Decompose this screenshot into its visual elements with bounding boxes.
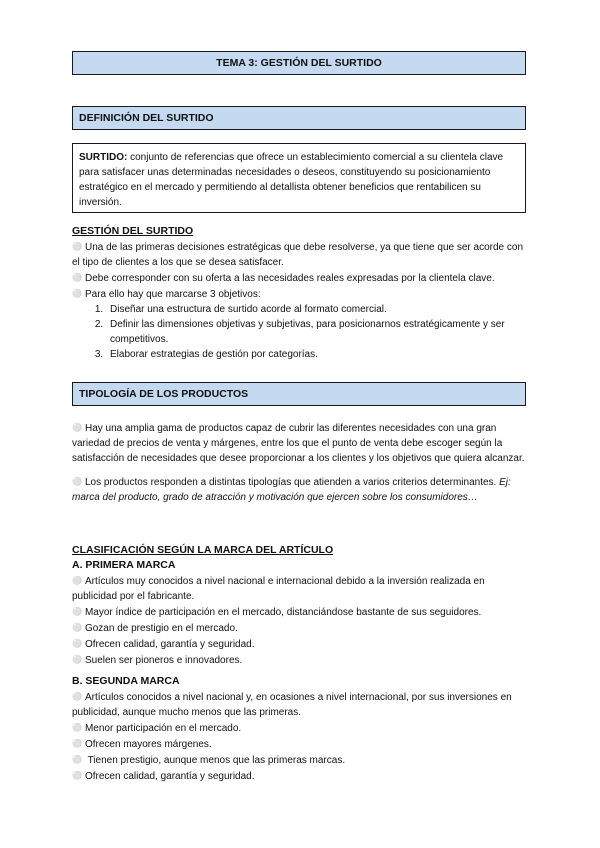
primera-marca-bullet: ⚪ Artículos muy conocidos a nivel nacional e internacional debido a la inversión realizada en publicidad por el fabricante. [72, 576, 485, 602]
tipologia-header: TIPOLOGÍA DE LOS PRODUCTOS [79, 388, 249, 400]
bullet-icon: ⚪ [72, 289, 82, 298]
gestion-section [72, 224, 532, 362]
tipologia-paragraph: ⚪ Hay una amplia gama de productos capaz de cubrir las diferentes necesidades con una gran variedad de precios de venta y márgenes, entre los que el punto de venta debe escoger según la satisfacción de necesidades que desee proporcionar a los clientes y los objetivos que quiera alcanzar. [72, 423, 525, 464]
bullet-icon: ⚪ [72, 477, 82, 486]
bullet-icon: ⚪ [72, 607, 82, 616]
definicion-term: SURTIDO: [79, 152, 128, 163]
tipologia-header-box [72, 382, 526, 406]
gestion-bullet: ⚪ Una de las primeras decisiones estratégicas que debe resolverse, ya que tiene que ser acorde con el tipo de clientes a los que se desea satisfacer. [72, 242, 524, 268]
bullet-icon: ⚪ [72, 273, 82, 282]
primera-marca-bullet: ⚪ Ofrecen calidad, garantía y seguridad. [72, 639, 255, 650]
segunda-marca-bullet: ⚪ Artículos conocidos a nivel nacional y, en ocasiones a nivel internacional, por sus inversiones en publicidad, aunque mucho menos que las primeras. [72, 692, 512, 718]
segunda-marca-bullet: ⚪ Ofrecen mayores márgenes. [72, 739, 212, 750]
primera-marca-title: A. PRIMERA MARCA [72, 559, 176, 571]
objetivo-item: 1. Diseñar una estructura de surtido acorde al formato comercial. [106, 302, 532, 317]
definicion-header-box [72, 106, 526, 130]
bullet-icon: ⚪ [72, 576, 82, 585]
primera-marca-bullet: ⚪ Suelen ser pioneros e innovadores. [72, 655, 243, 666]
bullet-icon: ⚪ [72, 623, 82, 632]
objetivos-list [72, 302, 532, 362]
bullet-icon: ⚪ [72, 692, 82, 701]
tipologia-example: Ej: marca del producto, grado de atracción y motivación que ejercen sobre los consumidores… [72, 477, 511, 503]
definicion-text: conjunto de referencias que ofrece un establecimiento comercial a su clientela clave para satisfacer unas determinadas necesidades o deseos, constituyendo su posicionamiento estratégico en el mercado y permitiendo al detallista obtener beneficios que rentabilicen su inversión. [79, 152, 504, 208]
bullet-icon: ⚪ [72, 655, 82, 664]
primera-marca-bullet: ⚪ Mayor índice de participación en el mercado, distanciándose bastante de sus seguidores. [72, 607, 482, 618]
gestion-heading: GESTIÓN DEL SURTIDO [72, 225, 194, 237]
clasificacion-section [72, 543, 532, 784]
title-box [72, 51, 526, 75]
bullet-icon: ⚪ [72, 723, 82, 732]
segunda-marca-bullet: ⚪ Tienen prestigio, aunque menos que las primeras marcas. [72, 755, 346, 766]
segunda-marca-bullet: ⚪ Ofrecen calidad, garantía y seguridad. [72, 771, 255, 782]
bullet-icon: ⚪ [72, 639, 82, 648]
objetivo-item: 3. Elaborar estrategias de gestión por categorías. [106, 347, 532, 362]
bullet-icon: ⚪ [72, 771, 82, 780]
gestion-bullet: ⚪ Para ello hay que marcarse 3 objetivos: [72, 289, 261, 300]
document-title: TEMA 3: GESTIÓN DEL SURTIDO [216, 57, 382, 69]
bullet-icon: ⚪ [72, 755, 82, 764]
definicion-header: DEFINICIÓN DEL SURTIDO [79, 112, 214, 124]
clasificacion-heading: CLASIFICACIÓN SEGÚN LA MARCA DEL ARTÍCULO [72, 544, 334, 556]
bullet-icon: ⚪ [72, 739, 82, 748]
bullet-icon: ⚪ [72, 423, 82, 432]
gestion-bullet: ⚪ Debe corresponder con su oferta a las necesidades reales expresadas por la clientela clave. [72, 273, 495, 284]
primera-marca-bullet: ⚪ Gozan de prestigio en el mercado. [72, 623, 238, 634]
definicion-box [72, 143, 526, 213]
bullet-icon: ⚪ [72, 242, 82, 251]
tipologia-paragraph: ⚪ Los productos responden a distintas tipologías que atienden a varios criterios determinantes. Ej: marca del producto, grado de atracción y motivación que ejercen sobre los consumidores… [72, 477, 511, 503]
segunda-marca-bullet: ⚪ Menor participación en el mercado. [72, 723, 242, 734]
segunda-marca-title: B. SEGUNDA MARCA [72, 675, 180, 687]
objetivo-item: 2. Definir las dimensiones objetivas y subjetivas, para posicionarnos estratégicamente y ser competitivos. [106, 317, 532, 347]
tipologia-section [72, 420, 532, 505]
